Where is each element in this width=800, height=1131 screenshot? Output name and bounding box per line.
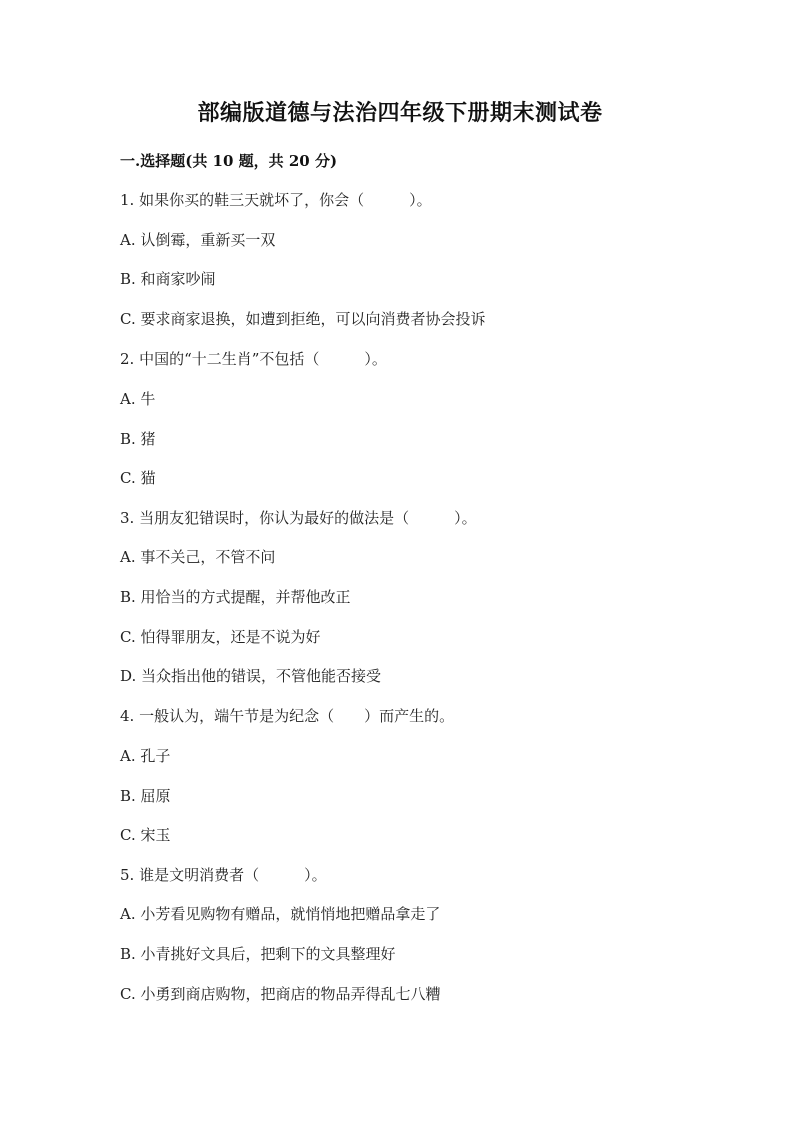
question-4-stem: 4. 一般认为，端午节是为纪念（ ）而产生的。 [120, 707, 455, 725]
question-3-option-a: A. 事不关己，不管不问 [120, 548, 276, 566]
question-4-option-a: A. 孔子 [120, 747, 171, 765]
page-title: 部编版道德与法治四年级下册期末测试卷 [197, 100, 603, 126]
question-1-option-a: A. 认倒霉，重新买一双 [120, 231, 276, 249]
question-3-stem: 3. 当朋友犯错误时，你认为最好的做法是（ ）。 [120, 509, 477, 527]
question-2-stem: 2. 中国的“十二生肖”不包括（ ）。 [120, 350, 387, 368]
question-1-option-c: C. 要求商家退换，如遭到拒绝，可以向消费者协会投诉 [120, 310, 486, 328]
question-5-stem: 5. 谁是文明消费者（ ）。 [120, 866, 327, 884]
question-5-option-a: A. 小芳看见购物有赠品，就悄悄地把赠品拿走了 [120, 905, 441, 923]
question-2-option-c: C. 猫 [120, 469, 156, 487]
question-2-option-a: A. 牛 [120, 390, 156, 408]
question-5-option-b: B. 小青挑好文具后，把剩下的文具整理好 [120, 945, 396, 963]
question-4-option-b: B. 屈原 [120, 787, 171, 805]
question-3-option-c: C. 怕得罪朋友，还是不说为好 [120, 628, 321, 646]
question-3-option-d: D. 当众指出他的错误，不管他能否接受 [120, 667, 382, 685]
question-3-option-b: B. 用恰当的方式提醒，并帮他改正 [120, 588, 351, 606]
question-1-stem: 1. 如果你买的鞋三天就坏了，你会（ ）。 [120, 191, 432, 209]
question-5-option-c: C. 小勇到商店购物，把商店的物品弄得乱七八糟 [120, 985, 441, 1003]
question-1-option-b: B. 和商家吵闹 [120, 270, 216, 288]
section-heading: 一.选择题(共 10 题，共 20 分) [120, 152, 338, 170]
question-4-option-c: C. 宋玉 [120, 826, 171, 844]
question-2-option-b: B. 猪 [120, 430, 156, 448]
